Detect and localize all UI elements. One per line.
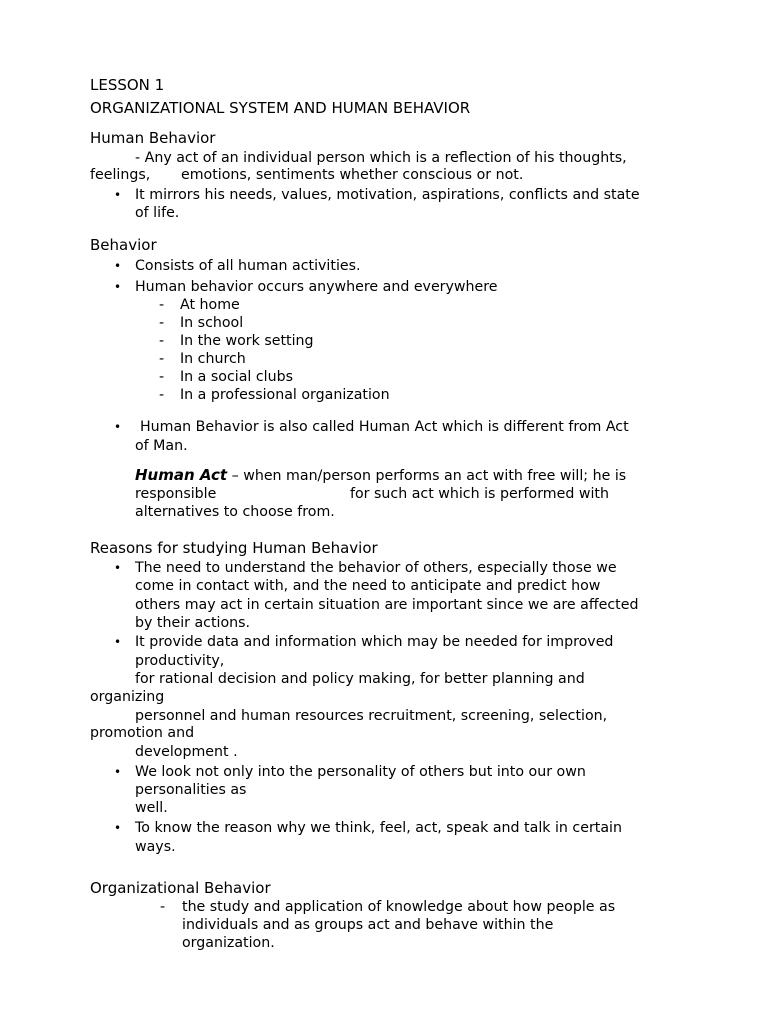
list-item-cont: productivity, <box>135 653 225 669</box>
list-item-cont: others may act in certain situation are important since we are affected <box>135 597 639 613</box>
list-item-cont: development . <box>135 744 238 760</box>
dash-marker: - <box>159 297 165 313</box>
list-item: The need to understand the behavior of others, especially those we <box>135 560 617 576</box>
bullet: • <box>114 188 122 202</box>
list-item: Human behavior occurs anywhere and everywhere <box>135 279 498 295</box>
place-item: In a professional organization <box>180 387 390 403</box>
bullet: • <box>114 280 122 294</box>
org-behavior-definition: the study and application of knowledge about how people as <box>182 899 616 915</box>
dash-marker: - <box>159 369 165 385</box>
list-item-cont: for rational decision and policy making, for better planning and <box>135 671 585 687</box>
list-item-cont: by their actions. <box>135 615 251 631</box>
dash-marker: - <box>160 899 166 915</box>
org-behavior-definition-cont: organization. <box>182 935 275 951</box>
dash-marker: - <box>159 387 165 403</box>
bullet: • <box>114 561 122 575</box>
place-item: At home <box>180 297 240 313</box>
document-title: ORGANIZATIONAL SYSTEM AND HUMAN BEHAVIOR <box>90 99 471 117</box>
human-act-definition <box>135 466 626 485</box>
list-item-cont: well. <box>135 800 168 816</box>
human-act-term: Human Act <box>135 466 228 484</box>
dash-marker: - <box>159 333 165 349</box>
human-act-definition-cont2: for such act which is performed with <box>350 486 609 502</box>
section-heading-reasons: Reasons for studying Human Behavior <box>90 539 378 557</box>
bullet: • <box>114 765 122 779</box>
section-heading-organizational-behavior: Organizational Behavior <box>90 879 271 897</box>
list-item-cont: personalities as <box>135 782 247 798</box>
place-item: In a social clubs <box>180 369 293 385</box>
human-behavior-definition-cont: feelings, <box>90 167 151 183</box>
list-item: Consists of all human activities. <box>135 258 361 274</box>
bullet: • <box>114 635 122 649</box>
bullet: • <box>114 821 122 835</box>
place-item: In school <box>180 315 244 331</box>
list-item: We look not only into the personality of others but into our own <box>135 764 586 780</box>
list-item-cont: ways. <box>135 839 176 855</box>
section-heading-human-behavior: Human Behavior <box>90 129 216 147</box>
bullet: • <box>114 259 122 273</box>
bullet: • <box>114 420 122 434</box>
place-item: In church <box>180 351 246 367</box>
list-item-cont: of Man. <box>135 438 188 454</box>
human-act-definition-cont: responsible <box>135 486 217 502</box>
list-item-cont: personnel and human resources recruitment, screening, selection, <box>135 708 608 724</box>
list-item: It provide data and information which may be needed for improved <box>135 634 614 650</box>
human-behavior-definition: - Any act of an individual person which is a reflection of his thoughts, <box>135 150 627 166</box>
list-item: To know the reason why we think, feel, act, speak and talk in certain <box>135 820 622 836</box>
list-item-cont: organizing <box>90 689 165 705</box>
lesson-number: LESSON 1 <box>90 76 165 94</box>
section-heading-behavior: Behavior <box>90 236 157 254</box>
org-behavior-definition-cont: individuals and as groups act and behave within the <box>182 917 554 933</box>
place-item: In the work setting <box>180 333 314 349</box>
human-act-text: – when man/person performs an act with free will; he is <box>227 468 627 484</box>
human-behavior-definition-cont2: emotions, sentiments whether conscious or not. <box>181 167 524 183</box>
dash-marker: - <box>159 351 165 367</box>
list-item: It mirrors his needs, values, motivation, aspirations, conflicts and state <box>135 187 640 203</box>
list-item-cont: come in contact with, and the need to anticipate and predict how <box>135 578 601 594</box>
list-item-cont: of life. <box>135 205 180 221</box>
dash-marker: - <box>159 315 165 331</box>
list-item: Human Behavior is also called Human Act which is different from Act <box>140 419 629 435</box>
list-item-cont: promotion and <box>90 725 195 741</box>
human-act-definition-cont3: alternatives to choose from. <box>135 504 335 520</box>
